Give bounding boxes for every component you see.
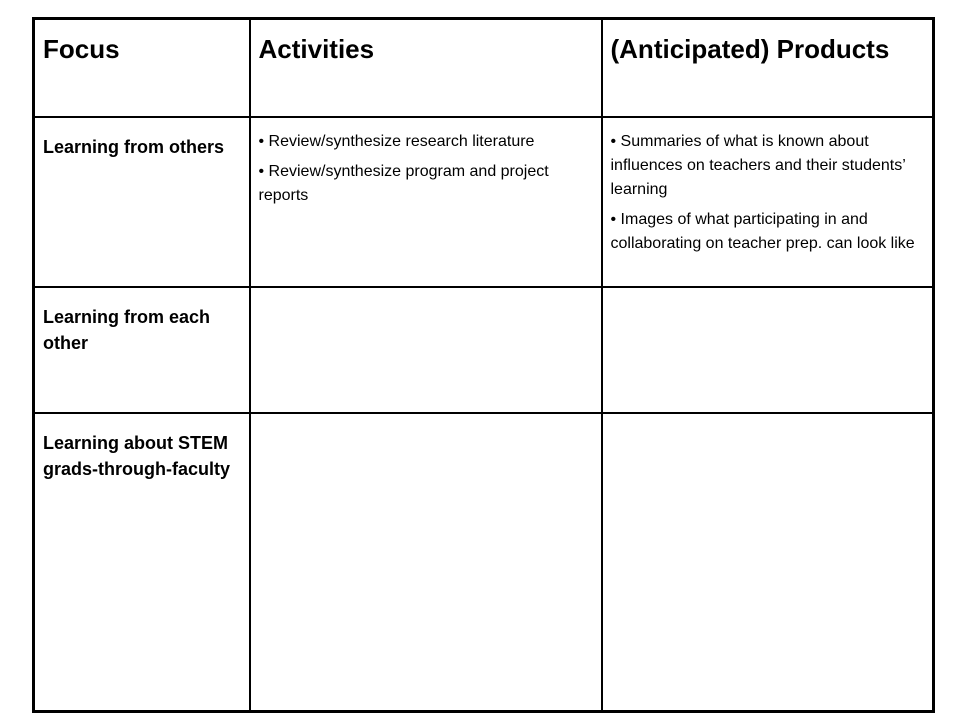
activities-cell [250,287,602,413]
activity-item: • Review/synthesize research literature [259,130,593,154]
focus-cell-learning-about-stem: Learning about STEM grads-through-faculty [34,413,250,712]
activities-cell [250,117,602,287]
header-anticipated-products: (Anticipated) Products [602,19,934,117]
table-row [34,287,934,413]
focus-cell-learning-from-each-other: Learning from each other [34,287,250,413]
product-item: • Images of what participating in and collaborating on teacher prep. can look like [611,208,925,256]
activities-list [259,130,593,208]
table-header-row [34,19,934,117]
focus-activities-products-table [32,17,935,713]
products-cell [602,413,934,712]
product-item: • Summaries of what is known about influences on teachers and their students’ learning [611,130,925,202]
header-activities: Activities [250,19,602,117]
products-list [611,130,925,256]
focus-cell-learning-from-others: Learning from others [34,117,250,287]
header-focus: Focus [34,19,250,117]
table-row [34,413,934,712]
table-row [34,117,934,287]
products-cell [602,117,934,287]
activities-cell [250,413,602,712]
activity-item: • Review/synthesize program and project reports [259,160,593,208]
products-cell [602,287,934,413]
